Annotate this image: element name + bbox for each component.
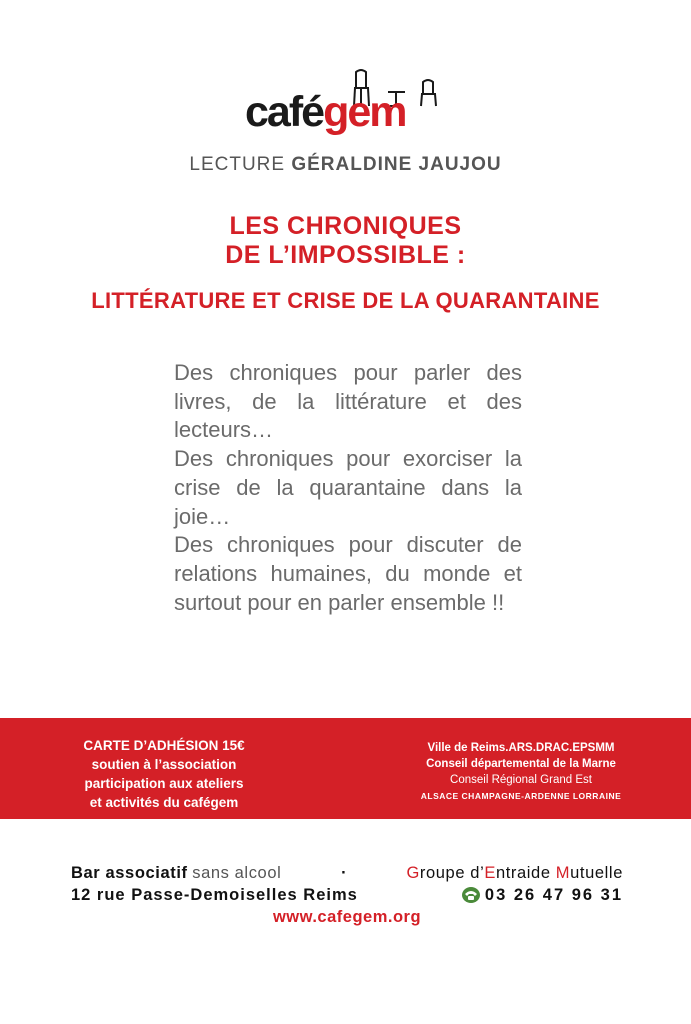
partner-line-2: Conseil départemental de la Marne (426, 758, 616, 770)
partner-line-4: ALSACE CHAMPAGNE-ARDENNE LORRAINE (420, 791, 622, 801)
description (174, 359, 522, 617)
gem-label (406, 862, 623, 884)
membership-line-3: participation aux ateliers (84, 776, 244, 791)
partner-line-3: Conseil Régional Grand Est (450, 774, 592, 786)
lecture-line (0, 154, 691, 176)
event-subtitle: LITTÉRATURE ET CRISE DE LA QUARANTAINE (91, 288, 600, 313)
title-line-1: LES CHRONIQUES (229, 212, 462, 240)
logo-cafe: café (245, 88, 324, 136)
lecture-author: GÉRALDINE JAUJOU (291, 154, 502, 175)
partners-info (416, 740, 626, 804)
gem-letter-g: G (406, 864, 420, 882)
gem-letter-m: M (555, 864, 571, 882)
association-line (71, 862, 623, 884)
gem-word-roupe: roupe d’ (419, 864, 485, 882)
sans-alcool-label: sans alcool (192, 864, 282, 882)
description-paragraph-2: Des chroniques pour exorciser la crise de la quarantaine dans la joie… (174, 446, 522, 529)
title-line-2: DE L’IMPOSSIBLE : (225, 241, 466, 269)
separator-dot: · (341, 864, 347, 882)
gem-letter-e: E (484, 864, 496, 882)
event-title (0, 212, 691, 270)
website-link[interactable]: www.cafegem.org (272, 908, 422, 926)
bar-label: Bar associatif (71, 864, 188, 882)
gem-word-ntraide: ntraide (495, 864, 556, 882)
membership-line-2: soutien à l’association (91, 757, 237, 772)
phone-number-group[interactable] (461, 884, 623, 906)
membership-line-4: et activités du cafégem (89, 795, 239, 810)
address-line (71, 884, 623, 906)
cafegem-logo (243, 68, 449, 140)
phone-icon (461, 886, 481, 904)
membership-line-1: CARTE D’ADHÉSION 15€ (83, 738, 245, 753)
description-paragraph-3: Des chroniques pour discuter de relations humaines, du monde et surtout pour en parler ensemble !! (174, 532, 522, 615)
logo-wordmark (245, 88, 406, 136)
description-paragraph-1: Des chroniques pour parler des livres, de la littérature et des lecteurs… (174, 360, 522, 443)
partner-line-1: Ville de Reims.ARS.DRAC.EPSMM (427, 742, 615, 754)
logo-gem: gem (323, 88, 406, 136)
street-address: 12 rue Passe-Demoiselles Reims (71, 886, 358, 904)
lecture-prefix: LECTURE (189, 154, 292, 175)
membership-info (40, 736, 288, 812)
contact-block (71, 862, 623, 928)
gem-word-utuelle: utuelle (570, 864, 623, 882)
phone-number: 03 26 47 96 31 (484, 886, 623, 904)
